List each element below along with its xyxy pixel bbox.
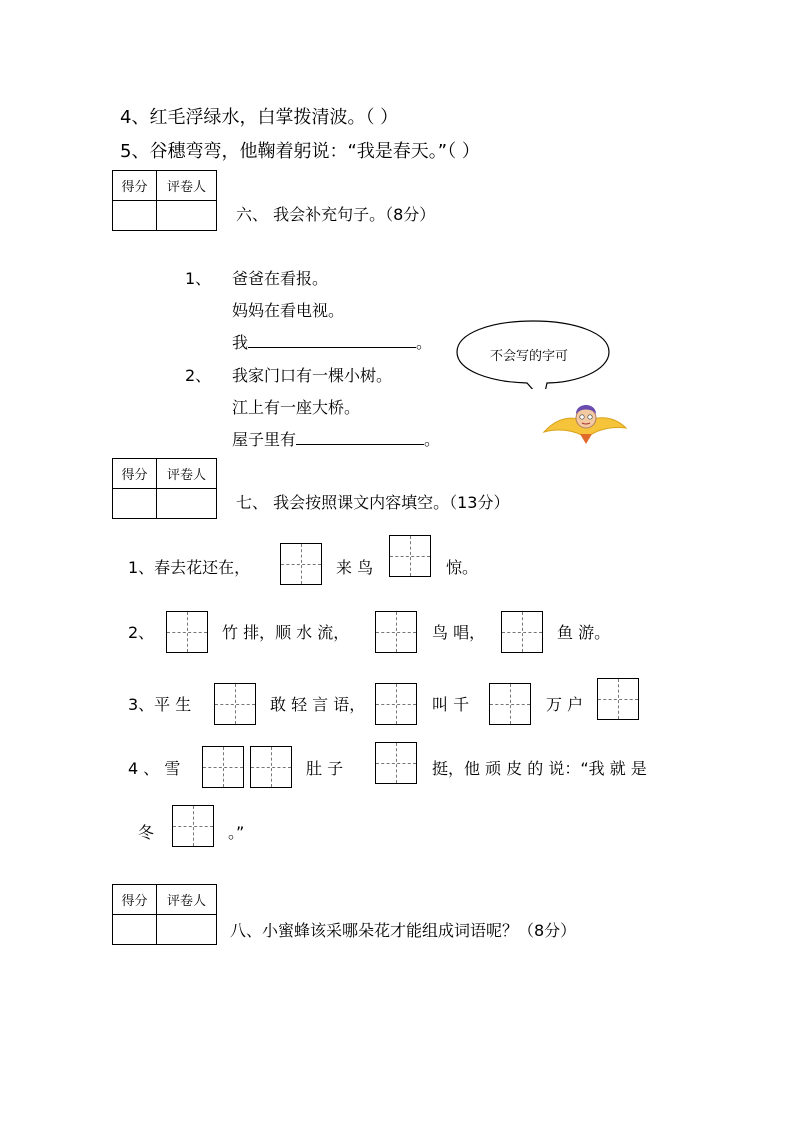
tianzige-box[interactable] (250, 746, 292, 788)
section-8-title: 八、小蜜蜂该采哪朵花才能组成词语呢？（8分） (230, 921, 577, 940)
s6-item2-line2: 江上有一座大桥。 (232, 398, 361, 417)
s7-line3-text-a: 3、平 生 (128, 695, 192, 714)
s7-line5-text-b: 。” (228, 823, 245, 842)
s7-line1-text-c: 惊。 (446, 558, 479, 577)
tianzige-box[interactable] (389, 535, 431, 577)
score-table-7 (112, 458, 217, 519)
tianzige-box[interactable] (214, 683, 256, 725)
score-cell[interactable] (113, 489, 157, 519)
s6-item1-num: 1、 (185, 269, 212, 288)
question-4: 4、红毛浮绿水，白掌拨清波。（ ） (120, 107, 399, 128)
grader-cell[interactable] (157, 915, 217, 945)
s6-item1-suffix: 。 (416, 333, 433, 352)
s7-line4-text-a: 4 、 雪 (128, 759, 181, 778)
s6-item1-line2: 妈妈在看电视。 (232, 301, 345, 320)
s6-item1-prefix: 我 (232, 333, 249, 352)
s6-item1-line3 (232, 330, 432, 353)
section-7-title: 七、 我会按照课文内容填空。（13分） (236, 493, 510, 512)
s7-line2-text-a: 2、 (128, 623, 155, 642)
tianzige-box[interactable] (202, 746, 244, 788)
s7-line1-text-a: 1、春去花还在， (128, 558, 251, 577)
s7-line4-text-b: 肚 子 (306, 759, 344, 778)
section-6-title: 六、 我会补充句子。（8分） (236, 205, 436, 224)
tianzige-box[interactable] (375, 683, 417, 725)
score-table-8 (112, 884, 217, 945)
s6-item2-line3 (232, 427, 440, 450)
question-5: 5、谷穗弯弯，他鞠着躬说：“我是春天。”（ ） (120, 141, 480, 162)
s7-line2-text-d: 鱼 游。 (557, 623, 611, 642)
s6-item2-suffix: 。 (424, 430, 441, 449)
score-table-6 (112, 170, 217, 231)
s7-line1-text-b: 来 鸟 (336, 558, 374, 577)
score-cell[interactable] (113, 201, 157, 231)
s7-line5-text-a: 冬 (138, 823, 155, 842)
speech-bubble-text: 不会写的字可 (490, 349, 569, 364)
grader-label: 评卷人 (157, 459, 217, 489)
s6-item2-blank[interactable] (296, 428, 424, 445)
cartoon-kid-icon (540, 388, 630, 446)
score-label: 得分 (113, 171, 157, 201)
grader-label: 评卷人 (157, 171, 217, 201)
s7-line2-text-c: 鸟 唱， (432, 623, 486, 642)
score-cell[interactable] (113, 915, 157, 945)
s7-line3-text-d: 万 户 (546, 695, 584, 714)
tianzige-box[interactable] (375, 742, 417, 784)
s6-item1-blank[interactable] (248, 331, 416, 348)
tianzige-box[interactable] (280, 543, 322, 585)
grader-cell[interactable] (157, 489, 217, 519)
tianzige-box[interactable] (172, 805, 214, 847)
s7-line3-text-b: 敢 轻 言 语， (270, 695, 366, 714)
grader-label: 评卷人 (157, 885, 217, 915)
s6-item2-prefix: 屋子里有 (232, 430, 297, 449)
tianzige-box[interactable] (489, 683, 531, 725)
grader-cell[interactable] (157, 201, 217, 231)
tianzige-box[interactable] (375, 611, 417, 653)
s6-item2-num: 2、 (185, 366, 212, 385)
tianzige-box[interactable] (166, 611, 208, 653)
score-label: 得分 (113, 459, 157, 489)
score-label: 得分 (113, 885, 157, 915)
tianzige-box[interactable] (501, 611, 543, 653)
s6-item2-line1: 我家门口有一棵小树。 (232, 366, 393, 385)
s7-line3-text-c: 叫 千 (432, 695, 470, 714)
s7-line4-text-c: 挺，他 顽 皮 的 说：“我 就 是 (432, 759, 647, 778)
tianzige-box[interactable] (597, 678, 639, 720)
s7-line2-text-b: 竹 排，顺 水 流， (222, 623, 350, 642)
s6-item1-line1: 爸爸在看报。 (232, 269, 329, 288)
